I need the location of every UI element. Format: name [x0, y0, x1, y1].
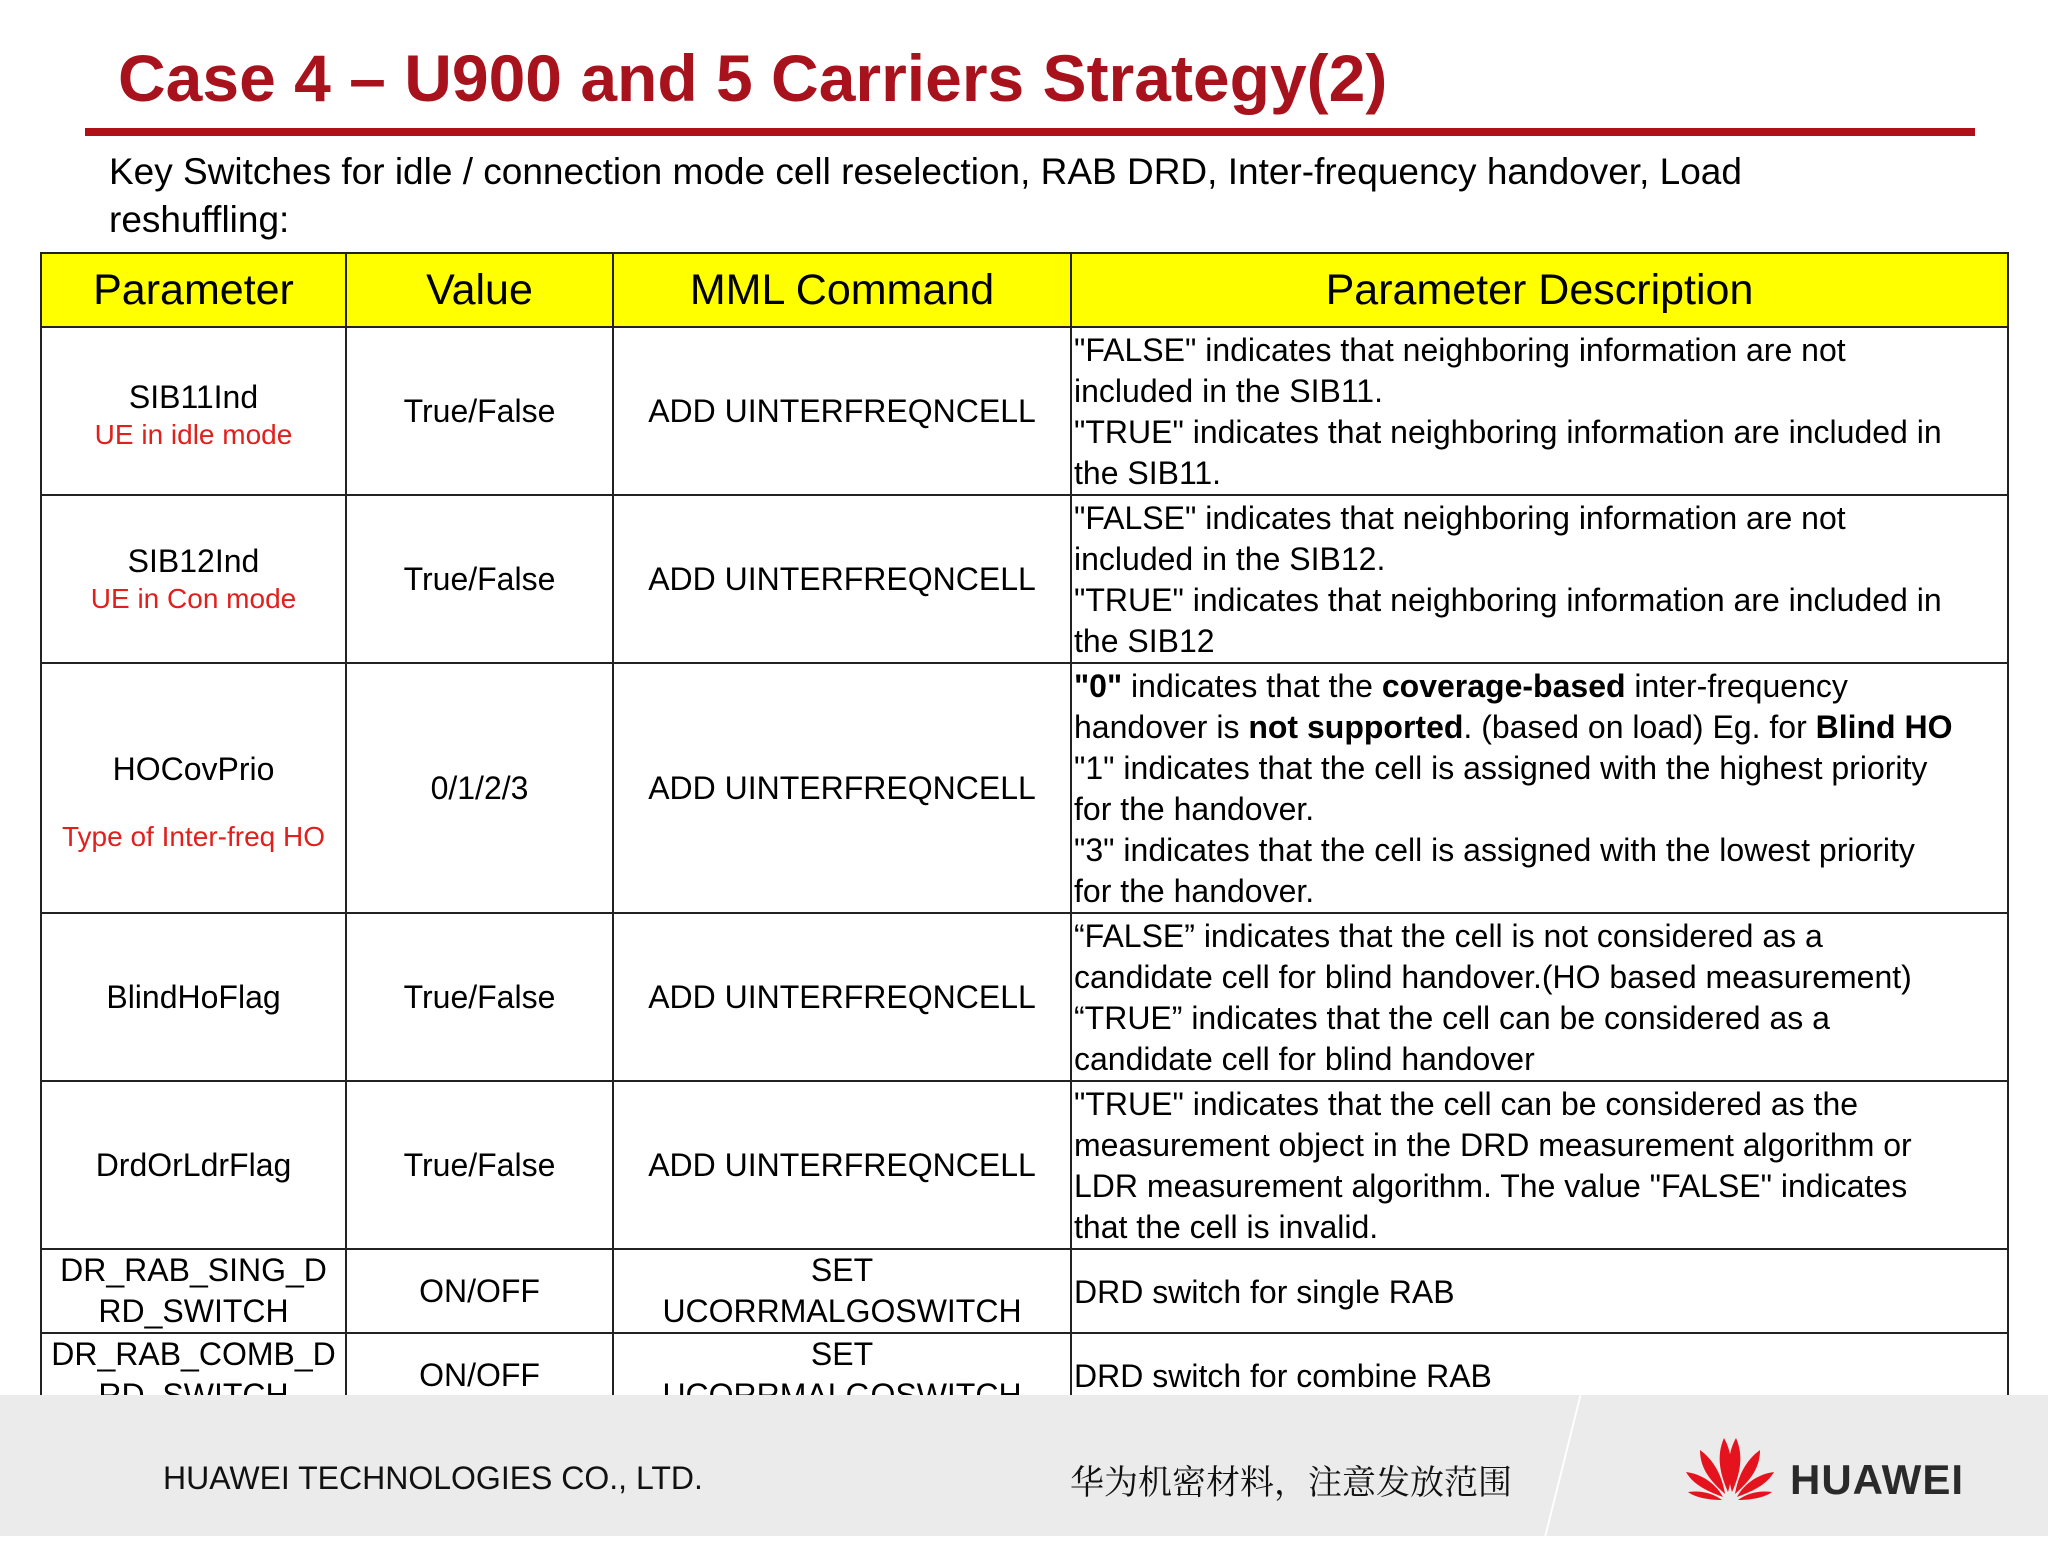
desc-line: "TRUE" indicates that neighboring information are included in [1074, 414, 1942, 450]
desc-cell [1071, 327, 2008, 495]
desc-line: included in the SIB11. [1074, 373, 1383, 409]
table-header-row [41, 253, 2008, 327]
mml-cell: ADD UINTERFREQNCELL [613, 1081, 1071, 1249]
table-row [41, 1249, 2008, 1333]
param-name-line-2: RD_SWITCH [98, 1293, 289, 1329]
value-cell: True/False [346, 1081, 613, 1249]
desc-cell [1071, 913, 2008, 1081]
desc-text: inter-frequency [1625, 668, 1848, 704]
desc-line: “FALSE” indicates that the cell is not considered as a [1074, 918, 1823, 954]
desc-line: that the cell is invalid. [1074, 1209, 1379, 1245]
param-name-line-1: DR_RAB_SING_D [60, 1252, 327, 1288]
desc-line: measurement object in the DRD measurement algorithm or [1074, 1127, 1912, 1163]
mml-line-1: SET [810, 1252, 874, 1288]
value-cell: True/False [346, 913, 613, 1081]
desc-bold: not supported [1248, 709, 1464, 745]
desc-cell [1071, 1249, 2008, 1333]
table-row [41, 495, 2008, 663]
footer-confidential: 华为机密材料，注意发放范围 [1070, 1463, 1512, 1503]
desc-line: candidate cell for blind handover.(HO based measurement) [1074, 959, 1912, 995]
desc-text: handover is [1074, 709, 1249, 745]
desc-line: "TRUE" indicates that the cell can be considered as the [1074, 1086, 1859, 1122]
param-name-line-1: DR_RAB_COMB_D [51, 1336, 336, 1372]
param-note: UE in idle mode [94, 419, 293, 450]
header-parameter-description: Parameter Description [1071, 253, 2008, 327]
value-cell: True/False [346, 495, 613, 663]
desc-line: "TRUE" indicates that neighboring information are included in [1074, 582, 1942, 618]
header-mml-command: MML Command [613, 253, 1071, 327]
table-row [41, 663, 2008, 913]
desc-line: DRD switch for single RAB [1074, 1273, 1455, 1310]
logo-wordmark: HUAWEI [1790, 1456, 1964, 1503]
table-row [41, 913, 2008, 1081]
desc-bold: coverage-based [1381, 668, 1626, 704]
desc-line [1074, 707, 2003, 748]
intro-text [109, 148, 1949, 244]
mml-cell: ADD UINTERFREQNCELL [613, 495, 1071, 663]
mml-cell: ADD UINTERFREQNCELL [613, 327, 1071, 495]
table-row [41, 1081, 2008, 1249]
desc-cell [1071, 495, 2008, 663]
desc-text: indicates that the [1122, 668, 1382, 704]
mml-cell: ADD UINTERFREQNCELL [613, 913, 1071, 1081]
mml-line-2: UCORRMALGOSWITCH [662, 1293, 1022, 1329]
desc-bold: Blind HO [1815, 709, 1953, 745]
desc-line: for the handover. [1074, 873, 1315, 909]
value-cell: True/False [346, 327, 613, 495]
parameter-table [40, 252, 2009, 1418]
header-parameter: Parameter [41, 253, 346, 327]
param-cell [41, 495, 346, 663]
value-cell: ON/OFF [346, 1249, 613, 1333]
param-name: SIB11Ind [128, 379, 259, 415]
value-cell: 0/1/2/3 [346, 663, 613, 913]
desc-cell [1071, 1081, 2008, 1249]
desc-text: . (based on load) Eg. for [1463, 709, 1816, 745]
param-cell [41, 327, 346, 495]
desc-cell [1071, 663, 2008, 913]
mml-cell: ADD UINTERFREQNCELL [613, 663, 1071, 913]
intro-line-2: reshuffling: [109, 199, 290, 240]
desc-line: "1" indicates that the cell is assigned with the highest priority [1074, 750, 1928, 786]
mml-cell [613, 1249, 1071, 1333]
table-row [41, 327, 2008, 495]
param-note: UE in Con mode [90, 583, 297, 614]
param-cell [41, 663, 346, 913]
desc-line: DRD switch for combine RAB [1074, 1357, 1492, 1394]
desc-line: candidate cell for blind handover [1074, 1041, 1535, 1077]
desc-line: LDR measurement algorithm. The value "FALSE" indicates [1074, 1168, 1908, 1204]
param-cell: DrdOrLdrFlag [41, 1081, 346, 1249]
footer-company: HUAWEI TECHNOLOGIES CO., LTD. [163, 1460, 703, 1496]
param-name: SIB12Ind [127, 543, 260, 579]
desc-line [1074, 666, 2003, 707]
desc-line: the SIB11. [1074, 455, 1222, 491]
mml-line-1: SET [810, 1336, 874, 1372]
desc-bold: "0" [1074, 668, 1123, 704]
intro-line-1: Key Switches for idle / connection mode cell reselection, RAB DRD, Inter-frequency handover, Load [109, 151, 1742, 192]
param-name: HOCovPrio [112, 751, 275, 787]
param-cell: BlindHoFlag [41, 913, 346, 1081]
desc-line: for the handover. [1074, 791, 1315, 827]
header-value: Value [346, 253, 613, 327]
title-divider [85, 128, 1975, 136]
desc-line: “TRUE” indicates that the cell can be considered as a [1074, 1000, 1830, 1036]
desc-line: "FALSE" indicates that neighboring information are not [1074, 332, 1846, 368]
desc-line: included in the SIB12. [1074, 541, 1386, 577]
param-note: Type of Inter-freq HO [62, 821, 325, 852]
param-cell [41, 1249, 346, 1333]
desc-line: "FALSE" indicates that neighboring information are not [1074, 500, 1846, 536]
value-cell: ON/OFF [346, 1333, 613, 1417]
slide-title: Case 4 – U900 and 5 Carriers Strategy(2) [118, 41, 1388, 115]
desc-line: "3" indicates that the cell is assigned with the lowest priority [1074, 832, 1915, 868]
desc-line: the SIB12 [1074, 623, 1215, 659]
